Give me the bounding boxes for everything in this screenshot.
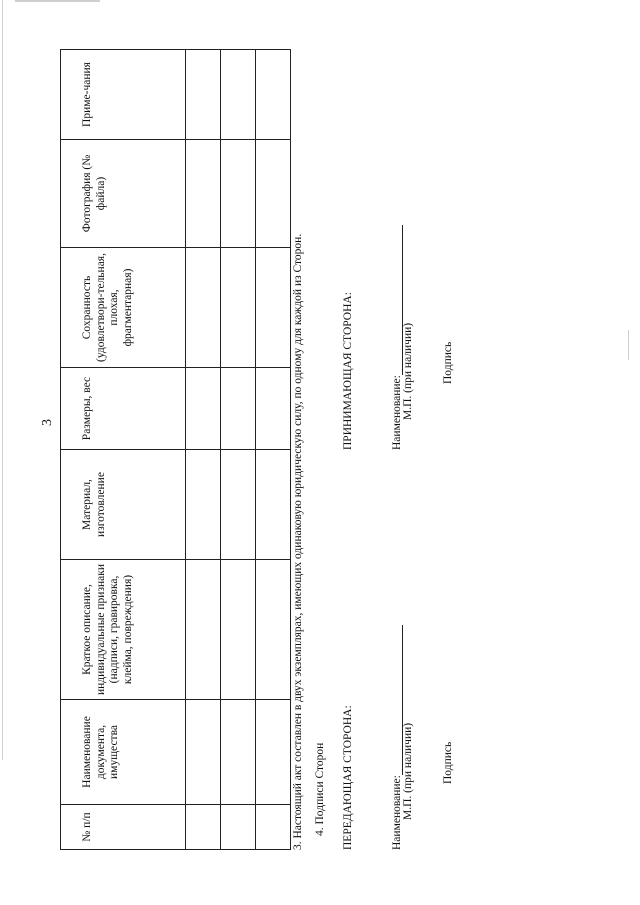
- table-cell[interactable]: [186, 560, 221, 700]
- table-cell[interactable]: [256, 560, 291, 700]
- table-cell[interactable]: [256, 700, 291, 805]
- paragraph-4: 4. Подписи Сторон: [314, 742, 326, 836]
- table-cell[interactable]: [221, 368, 256, 450]
- table-cell[interactable]: [221, 560, 256, 700]
- table-cell[interactable]: [256, 50, 291, 140]
- table-cell[interactable]: [186, 140, 221, 248]
- page-number: 3: [40, 419, 55, 426]
- table-cell[interactable]: [221, 248, 256, 368]
- receiving-mp: М.П. (при наличии): [402, 322, 414, 420]
- transferring-side-title: ПЕРЕДАЮЩАЯ СТОРОНА:: [342, 705, 354, 850]
- document-body: [60, 45, 454, 850]
- table-header-row: [61, 50, 186, 850]
- signatures-block: [342, 50, 454, 850]
- table-cell[interactable]: [186, 805, 221, 850]
- header-number: № п/п: [61, 805, 186, 850]
- transferring-signature: Подпись: [442, 741, 454, 784]
- header-material: Материал, изготовление: [61, 450, 186, 560]
- table-cell[interactable]: [221, 50, 256, 140]
- paragraph-3: 3. Настоящий акт составлен в двух экземплярах, имеющих одинаковую юридическую силу, по одному для каждой из Сторон.: [292, 233, 304, 850]
- table-cell[interactable]: [221, 700, 256, 805]
- table-cell[interactable]: [186, 368, 221, 450]
- scan-artifact-left: [2, 0, 3, 760]
- scan-artifact-top: [15, 0, 100, 2]
- table-cell[interactable]: [256, 450, 291, 560]
- header-dimensions: Размеры, вес: [61, 368, 186, 450]
- table-row: [256, 50, 291, 850]
- table-cell[interactable]: [256, 368, 291, 450]
- table-row: [186, 50, 221, 850]
- items-table: [60, 49, 291, 850]
- header-notes: Приме-чания: [61, 50, 186, 140]
- table-row: [221, 50, 256, 850]
- table-cell[interactable]: [256, 248, 291, 368]
- transferring-side: [342, 470, 454, 850]
- scan-artifact-right: [628, 330, 629, 360]
- table-cell[interactable]: [221, 805, 256, 850]
- receiving-name-label: Наименование:: [391, 375, 403, 450]
- receiving-side-title: ПРИНИМАЮЩАЯ СТОРОНА:: [342, 292, 354, 450]
- header-condition: Сохранность (удовлетвори-тельная, плохая, фрагментарная): [61, 248, 186, 368]
- transferring-mp: М.П. (при наличии): [402, 722, 414, 820]
- receiving-signature: Подпись: [442, 341, 454, 384]
- table-cell[interactable]: [186, 248, 221, 368]
- table-cell[interactable]: [186, 50, 221, 140]
- transferring-name-label: Наименование:: [391, 775, 403, 850]
- receiving-side: [342, 70, 454, 450]
- header-photo: Фотография (№ файла): [61, 140, 186, 248]
- table-cell[interactable]: [186, 450, 221, 560]
- table-cell[interactable]: [186, 700, 221, 805]
- header-description: Краткое описание, индивидуальные признаки (надписи, гравировка, клейма, повреждения): [61, 560, 186, 700]
- table-cell[interactable]: [256, 805, 291, 850]
- table-cell[interactable]: [221, 450, 256, 560]
- table-cell[interactable]: [221, 140, 256, 248]
- table-cell[interactable]: [256, 140, 291, 248]
- header-name: Наименование документа, имущества: [61, 700, 186, 805]
